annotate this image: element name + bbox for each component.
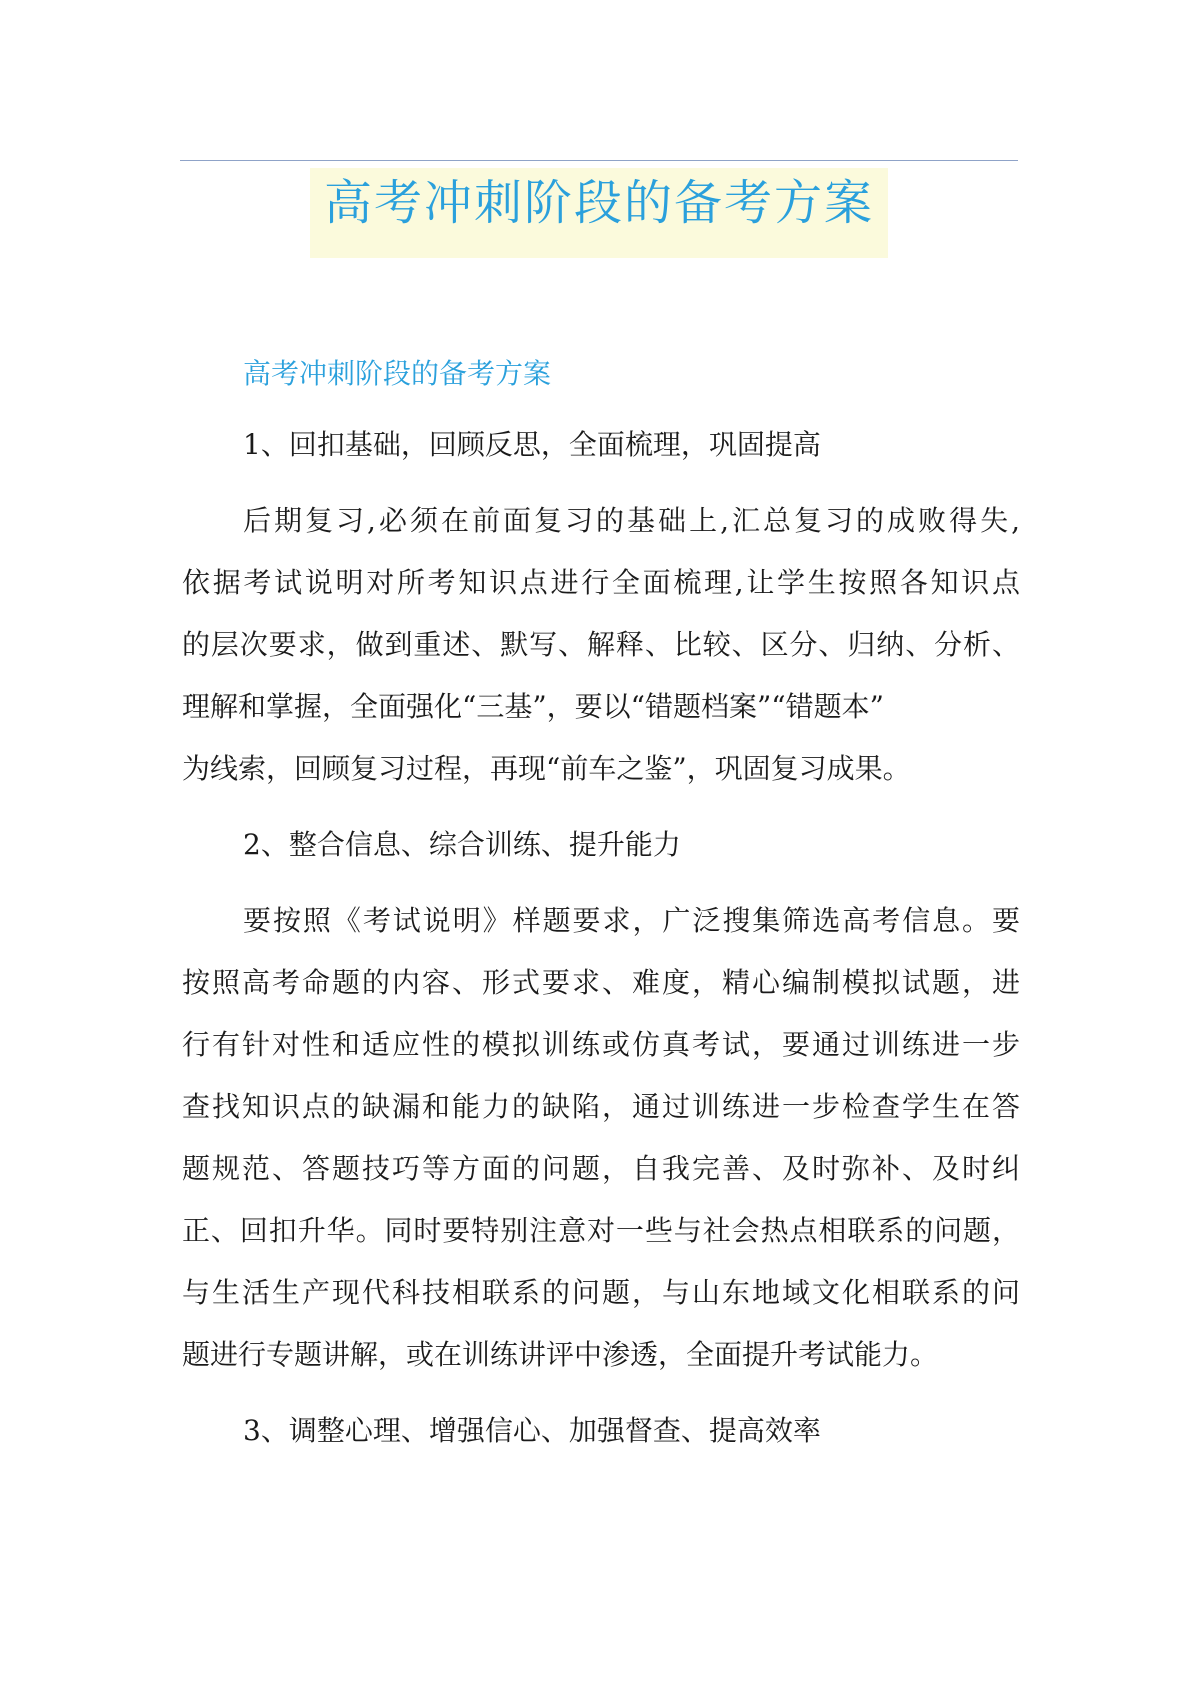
- paragraph-line: 为线索，回顾复习过程，再现“前车之鉴”，巩固复习成果。: [182, 752, 911, 785]
- paragraph-line: 依据考试说明对所考知识点进行全面梳理,让学生按照各知识点: [182, 566, 1020, 599]
- paragraph-line: 题进行专题讲解，或在训练讲评中渗透，全面提升考试能力。: [182, 1338, 939, 1371]
- paragraph-line: 后期复习,必须在前面复习的基础上,汇总复习的成败得失,: [243, 504, 1020, 537]
- paragraph-line: 要按照《考试说明》样题要求，广泛搜集筛选高考信息。要: [243, 904, 1020, 937]
- paragraph-line: 行有针对性和适应性的模拟训练或仿真考试，要通过训练进一步: [182, 1028, 1020, 1061]
- paragraph-line: 正、回扣升华。同时要特别注意对一些与社会热点相联系的问题，: [182, 1214, 1020, 1247]
- paragraph-line: 按照高考命题的内容、形式要求、难度，精心编制模拟试题，进: [182, 966, 1020, 999]
- paragraph-line: 查找知识点的缺漏和能力的缺陷，通过训练进一步检查学生在答: [182, 1090, 1020, 1123]
- section-heading-3: 3、调整心理、增强信心、加强督查、提高效率: [243, 1414, 821, 1447]
- document-title: 高考冲刺阶段的备考方案: [323, 175, 874, 231]
- section-heading-2: 2、整合信息、综合训练、提升能力: [243, 828, 681, 861]
- document-body: [182, 340, 1020, 1468]
- paragraph-line: 理解和掌握，全面强化“三基”，要以“错题档案”“错题本”: [182, 690, 884, 723]
- paragraph-line: 题规范、答题技巧等方面的问题，自我完善、及时弥补、及时纠: [182, 1152, 1020, 1185]
- paragraph-line: 的层次要求，做到重述、默写、解释、比较、区分、归纳、分析、: [182, 628, 1020, 661]
- header-rule: [180, 160, 1018, 161]
- paragraph-line: 与生活生产现代科技相联系的问题，与山东地域文化相联系的问: [182, 1276, 1020, 1309]
- section-paragraph-2: [182, 882, 1020, 1394]
- section-heading-1: 1、回扣基础，回顾反思，全面梳理，巩固提高: [243, 428, 821, 461]
- section-paragraph-1: [182, 482, 1020, 808]
- document-subtitle: 高考冲刺阶段的备考方案: [243, 357, 552, 390]
